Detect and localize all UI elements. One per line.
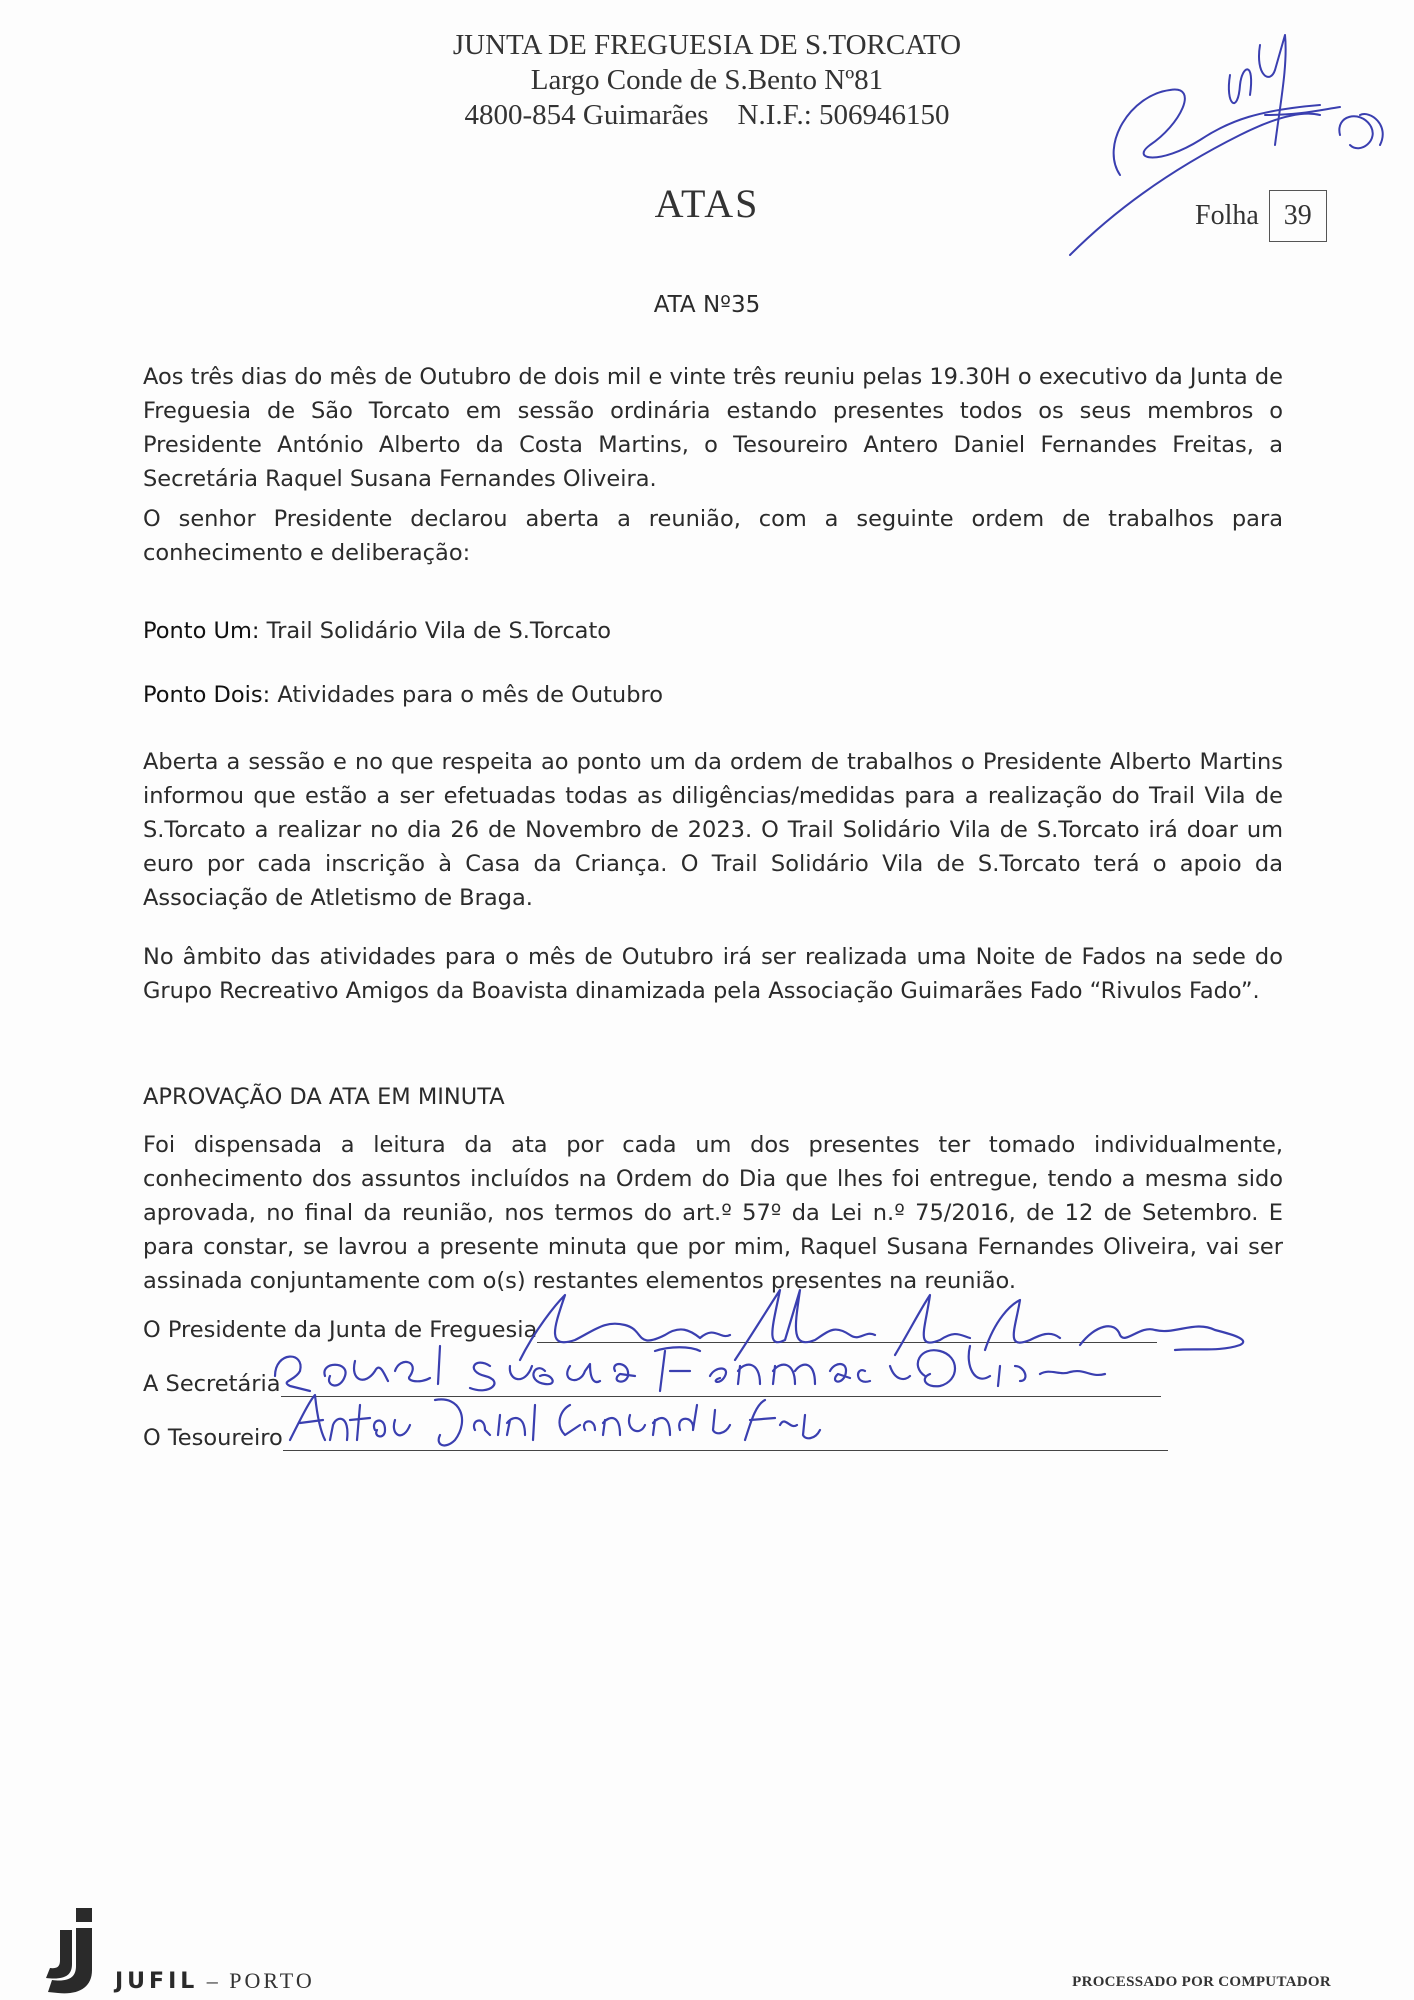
paragraph-point-1: Aberta a sessão e no que respeita ao ponto um da ordem de trabalhos o Presidente Alberto Martins informou que estão a ser efetuadas todas as diligências/medidas para a realização do Trail Vila de S.Torcato a realizar no dia 26 de Novembro de 2023. O Trail Solidário Vila de S.Torcato irá doar um euro por cada inscrição à Casa da Criança. O Trail Solidário Vila de S.Torcato terá o apoio da Associação de Atletismo de Braga.: [143, 749, 1283, 911]
approval-paragraph: Foi dispensada a leitura da ata por cada um dos presentes ter tomado individualmente, conhecimento dos assuntos incluídos na Ordem do Dia que lhes foi entregue, tendo a mesma sido aprovada, no final da reunião, nos termos do art.º 57º da Lei n.º 75/2016, de 12 de Setembro. E para constar, se lavrou a presente minuta que por mim, Raquel Susana Fernandes Oliveira, vai ser assinada conjuntamente com o(s) restantes elementos presentes na reunião.: [143, 1132, 1283, 1294]
footer-brand-city: – PORTO: [198, 1968, 315, 1993]
paragraph-point-2: No âmbito das atividades para o mês de Outubro irá ser realizada uma Noite de Fados na sede do Grupo Recreativo Amigos da Boavista dinamizada pela Associação Guimarães Fado “Rivulos Fado”.: [143, 944, 1283, 1004]
footer-brand-name: JUFIL: [115, 1969, 199, 1994]
header-address: Largo Conde de S.Bento Nº81: [530, 64, 884, 96]
secretary-label: A Secretária: [143, 1371, 281, 1397]
jufil-logo: [38, 1900, 108, 1995]
point1-label: Ponto Um:: [143, 618, 260, 644]
ata-number: ATA Nº35: [653, 292, 761, 318]
intro-paragraph: Aos três dias do mês de Outubro de dois mil e vinte três reuniu pelas 19.30H o executivo da Junta de Freguesia de São Torcato em sessão ordinária estando presentes todos os seus membros o Presidente António Alberto da Costa Martins, o Tesoureiro Antero Daniel Fernandes Freitas, a Secretária Raquel Susana Fernandes Oliveira.: [143, 364, 1283, 492]
header-city: 4800-854 Guimarães: [464, 99, 709, 131]
agenda-point-1: [143, 614, 1283, 648]
point1-text: Trail Solidário Vila de S.Torcato: [259, 618, 612, 644]
point2-text: Atividades para o mês de Outubro: [270, 682, 663, 708]
folha-label: Folha: [1195, 200, 1259, 231]
folha-number: 39: [1269, 190, 1327, 242]
treasurer-label: O Tesoureiro: [143, 1425, 283, 1451]
point2-label: Ponto Dois:: [143, 682, 271, 708]
president-label: O Presidente da Junta de Freguesia: [143, 1317, 538, 1343]
page-title: ATAS: [654, 181, 760, 226]
header-nif: N.I.F.: 506946150: [737, 99, 950, 131]
footer-brand: [115, 1968, 315, 1994]
opening-paragraph: O senhor Presidente declarou aberta a reunião, com a seguinte ordem de trabalhos para conhecimento e deliberação:: [143, 506, 1283, 566]
top-initials-signature: [1060, 15, 1400, 265]
approval-heading: APROVAÇÃO DA ATA EM MINUTA: [143, 1084, 505, 1110]
treasurer-handwritten-signature: [285, 1385, 825, 1465]
header-org-name: JUNTA DE FREGUESIA DE S.TORCATO: [452, 29, 962, 61]
agenda-point-2: [143, 678, 1283, 712]
footer-processed-note: PROCESSADO POR COMPUTADOR: [1072, 1974, 1331, 1990]
